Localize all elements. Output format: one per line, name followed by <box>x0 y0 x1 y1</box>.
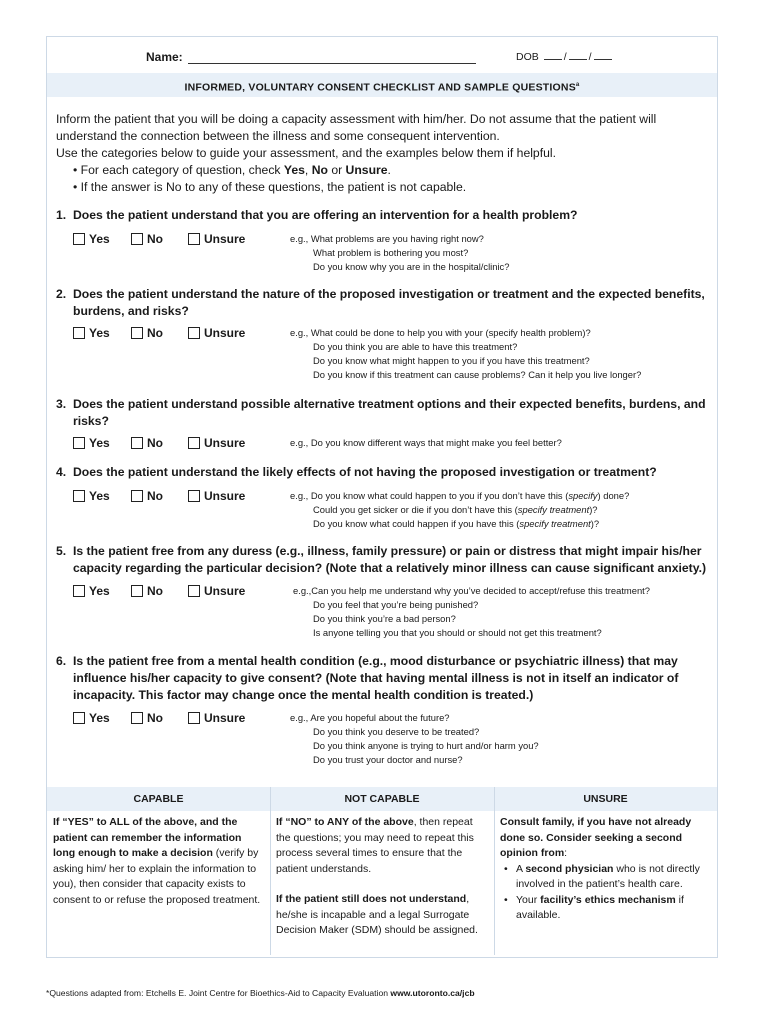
q6-no-checkbox[interactable]: No <box>131 711 163 725</box>
intro-text: Inform the patient that you will be doing a capacity assessment with him/her. Do not assume that the patient will understand the connection between the illness and some consequent intervention. Use the categories below to guide your assessment, and the examples below them if helpful. • For each category of question, check Yes, No or Unsure. • If the answer is No to any of these questions, the patient is not capable. <box>56 112 657 194</box>
name-row <box>46 46 718 70</box>
q1-unsure-checkbox[interactable]: Unsure <box>188 232 245 246</box>
outcome-table-body <box>47 787 717 955</box>
name-field[interactable] <box>188 63 476 64</box>
q3-unsure-checkbox[interactable]: Unsure <box>188 436 245 450</box>
q6-yes-checkbox[interactable]: Yes <box>73 711 110 725</box>
q2-no-checkbox[interactable]: No <box>131 326 163 340</box>
q3-yes-checkbox[interactable]: Yes <box>73 436 110 450</box>
dob-field[interactable]: DOB / / <box>516 51 614 63</box>
q3-no-checkbox[interactable]: No <box>131 436 163 450</box>
question-4: 4. Does the patient understand the likely effects of not having the proposed investigation or treatment? Yes No Unsure e.g., Do you know what could happen to you if you don’t have this (specify) done? Could you get sicker or die if you don’t have this (specify treatment)? Do you know what could happen if you have this (specify treatment)? <box>56 465 657 529</box>
question-6: 6. Is the patient free from a mental health condition (e.g., mood disturbance or psychiatric illness) that may influence his/her capacity to give consent? (Note that having mental illness is not in itself an indicator of incapacity. This factor may change once the mental health condition is treated.) Yes No Unsure e.g., Are you hopeful about the future? Do you think you deserve to be treated? Do you think anyone is trying to hurt and/or harm you? Do you trust your doctor and nurse? <box>56 654 679 765</box>
footer-citation: *Questions adapted from: Etchells E. Joint Centre for Bioethics-Aid to Capacity Evaluation www.utoronto.ca/jcb <box>46 988 475 998</box>
q2-yes-checkbox[interactable]: Yes <box>73 326 110 340</box>
capable-cell: If “YES” to ALL of the above, and the patient can remember the information long enough to make a decision (verify by asking him/ her to explain the information to you), then consider that capacity exists to consent to or refuse the proposed treatment. <box>53 816 261 906</box>
q1-yes-checkbox[interactable]: Yes <box>73 232 110 246</box>
header-capable: CAPABLE <box>133 793 184 805</box>
q6-unsure-checkbox[interactable]: Unsure <box>188 711 245 725</box>
q4-unsure-checkbox[interactable]: Unsure <box>188 489 245 503</box>
question-1: 1. Does the patient understand that you are offering an intervention for a health problem? Yes No Unsure e.g., What problems are you having right now? What problem is bothering you most? Do you know why you are in the hospital/clinic? <box>56 208 578 272</box>
q5-no-checkbox[interactable]: No <box>131 584 163 598</box>
q1-examples: e.g., What problems are you having right now? What problem is bothering you most? Do you know why you are in the hospital/clinic? <box>290 233 510 272</box>
q5-unsure-checkbox[interactable]: Unsure <box>188 584 245 598</box>
header-unsure: UNSURE <box>583 793 628 805</box>
name-label: Name: <box>146 50 183 64</box>
q2-examples: e.g., What could be done to help you with your (specify health problem)? Do you think you are able to have this treatment? Do you know what might happen to you if you have this treatment? Do you know if this treatment can cause problems? Can it help you live longer? <box>290 327 642 380</box>
q6-examples: e.g., Are you hopeful about the future? Do you think you deserve to be treated? Do you think anyone is trying to hurt and/or harm you? Do you trust your doctor and nurse? <box>290 712 539 765</box>
q1-no-checkbox[interactable]: No <box>131 232 163 246</box>
question-5: 5. Is the patient free from any duress (e.g., illness, family pressure) or pain or distress that might impair his/her capacity regarding the particular decision? (Note that a relatively minor illness can cause significant anxiety.) Yes No Unsure e.g.,Can you help me understand why you’ve decided to accept/refuse this treatment? Do you feel that you’re being punished? Do you think you’re a bad person? Is anyone telling you that you should or should not get this treatment? <box>56 544 707 638</box>
question-3: 3. Does the patient understand possible alternative treatment options and their expected benefits, burdens, and risks? Yes No Unsure e.g., Do you know different ways that might make you feel better? <box>56 397 706 450</box>
checklist-title: INFORMED, VOLUNTARY CONSENT CHECKLIST AND SAMPLE QUESTIONS$^a$ <box>47 73 717 97</box>
q3-examples: e.g., Do you know different ways that might make you feel better? <box>290 437 562 448</box>
q2-unsure-checkbox[interactable]: Unsure <box>188 326 245 340</box>
q4-examples: e.g., Do you know what could happen to you if you don’t have this (specify) done? Could you get sicker or die if you don’t have this (specify treatment)? Do you know what could happen if you have this (specify treatment)? <box>290 490 630 529</box>
footer-link[interactable]: www.utoronto.ca/jcb <box>390 988 475 998</box>
not-capable-cell: If “NO” to ANY of the above, then repeat the questions; you may need to repeat this process several times to ensure that the patient understands. If the patient still does not understand, he/she is incapable and a legal Surrogate Decision Maker (SDM) should be assigned. <box>276 816 478 936</box>
header-not-capable: NOT CAPABLE <box>344 793 420 805</box>
q5-examples: e.g.,Can you help me understand why you’ve decided to accept/refuse this treatment? Do you feel that you’re being punished? Do you think you’re a bad person? Is anyone telling you that you should or should not get this treatment? <box>293 585 650 638</box>
q5-yes-checkbox[interactable]: Yes <box>73 584 110 598</box>
q4-yes-checkbox[interactable]: Yes <box>73 489 110 503</box>
unsure-cell: Consult family, if you have not already done so. Consider seeking a second opinion from: • A second physician who is not directly involved in the patient’s health care. • Your facility’s ethics mechanism if available. <box>494 787 717 955</box>
question-2: 2. Does the patient understand the nature of the proposed investigation or treatment and the expected benefits, burdens, and risks? Yes No Unsure e.g., What could be done to help you with your (specify health problem)? Do you think you are able to have this treatment? Do you know what might happen to you if you have this treatment? Do you know if this treatment can cause problems? Can it help you live longer? <box>56 287 705 380</box>
q4-no-checkbox[interactable]: No <box>131 489 163 503</box>
